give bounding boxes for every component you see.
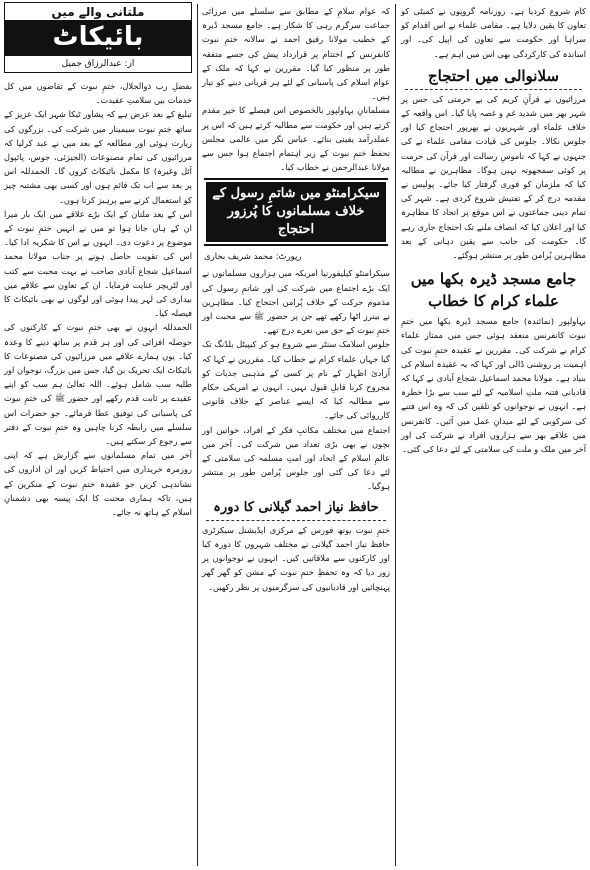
right-paragraph-2: مرزائیوں نے قرآنِ کریم کی بے حرمتی کی جس پر شہر بھر میں شدید غم و غصہ پایا گیا۔ اس واقعہ کے خلاف علماء اور شہریوں نے بھرپور احتجاج کیا اور جلوس نکالا۔ جلوس کی قیادت مقامی علماء نے کی جنہوں نے کہا کہ ناموسِ رسالت اور قرآن کی حرمت پر کوئی سمجھوتہ نہیں ہوگا۔ مظاہرین نے مطالبہ کیا کہ ملزمان کو فوری گرفتار کیا جائے۔ پولیس نے مقدمہ درج کر کے تفتیش شروع کردی ہے۔ شہر کی تمام دینی جماعتوں نے اس موقع پر اتحاد کا مظاہرہ کیا اور اعلان کیا کہ انصاف ملنے تک احتجاج جاری رہے گا۔ حکومت کی جانب سے یقین دہانی کے بعد مظاہرین پُرامن طور پر منتشر ہوگئے۔ [401, 93, 586, 261]
heading-ulema-address: علماء کرام کا خطاب [428, 292, 559, 311]
column-divider [395, 4, 396, 866]
left-paragraph-2: تبلیغ کے بعد عرض ہے کہ پشاور ٹیکا شہر ایک عزیز کے ساتھ ختمِ نبوت سیمینار میں شرکت کی۔ بزرگوں کی زیارت ہوئی اور مطالعہ کے بعد میں نے عبد کرلیا کہ مرزائیوں کی تمام مصنوعات (الجیزئی، جوس، پائپول آئل وغیرہ) کا مکمل بائیکاٹ کروں گا۔ الحمدللہ اس پر بعد سے اب تک قائم ہوں اور کسی بھی مشتبہ چیز کو استعمال کرنے سے پرہیز کرتا ہوں۔ [4, 109, 192, 205]
left-paragraph-4: الحمدللہ انہوں نے بھی ختمِ نبوت کے کارکنوں کی حوصلہ افزائی کی اور ہر قدم پر ساتھ دینے کا وعدہ کیا۔ یوں ہمارے علاقے میں مرزائیوں کی مصنوعات کا بائیکاٹ ایک تحریک بن گیا، جس میں بزرگ، نوجوان اور طلبہ سب شامل ہوئے۔ اللہ تعالیٰ ہم سب کو اپنے عقیدے پر ثابت قدم رکھے اور حضور ﷺ کی ختمِ نبوت کی پاسبانی کی توفیق عطا فرمائے۔ جو حضرات اس سلسلے میں رابطہ کرنا چاہیں وہ ختمِ نبوت کے دفتر سے رجوع کر سکتے ہیں۔ [4, 322, 192, 447]
subheading-underline [206, 520, 386, 521]
column-divider [197, 4, 198, 866]
sacramento-headline: سیکرامنٹو میں شاتمِ رسول کے خلاف مسلمانوں کا پُرزور احتجاج [206, 182, 386, 242]
heading-gilani-tour: حافظ نیاز احمد گیلانی کا دورہ [213, 499, 379, 515]
middle-paragraph-5: اجتماع میں مختلف مکاتبِ فکر کے افراد، خواتین اور بچوں نے بھی بڑی تعداد میں شرکت کی۔ آخر میں عالمِ اسلام کے اتحاد اور امتِ مسلمہ کی سلامتی کے لئے دعا کی گئی اور جلوس پُرامن طور پر منتشر ہوگیا۔ [202, 424, 390, 492]
left-paragraph-3: اس کے بعد ملتان کے ایک بڑے علاقے میں ایک بار میرا ان کے ہاں جانا ہوا تو میں نے انہیں ختمِ نبوت کے موضوع پر دعوت دی۔ انہوں نے اس کا شکریہ ادا کیا۔ اس کی تقویت حاصل ہونے پر جناب مولانا محمد اسماعیل شجاع آبادی صاحب نے بہت محبت سے کتب اور لٹریچر عنایت فرمایا۔ ان کے تعاون سے علاقے میں بیداری کی لہر پیدا ہوئی اور لوگوں نے بھی بائیکاٹ کا فیصلہ کیا۔ [4, 208, 192, 319]
banner-title: بائیکاٹ [5, 20, 191, 56]
left-paragraph-1: بفضلِ رب ذوالجلال، ختمِ نبوت کے تقاضوں میں کل خدمات بیں سلامتِ عقیدت۔ [4, 81, 192, 106]
banner-kicker: ملتانی والے میں [51, 5, 145, 19]
heading-protest: سلانوالی میں احتجاج [427, 66, 559, 85]
right-paragraph-3: بہاولپور (نمائندہ) جامع مسجد ڈیرہ بکھا میں ختمِ نبوت کانفرنس منعقد ہوئی جس میں ممتاز علماء کرام نے شرکت کی۔ مقررین نے عقیدہ ختمِ نبوت کی اہمیت پر روشنی ڈالی اور کہا کہ یہ عقیدہ اسلام کی بنیاد ہے۔ مولانا محمد اسماعیل شجاع آبادی نے کہا کہ قادیانی فتنہ ملتِ اسلامیہ کے لئے سب سے بڑا خطرہ ہے۔ انہوں نے نوجوانوں کو تلقین کی کہ وہ اس فتنے کی سرکوبی کے لئے میدانِ عمل میں آئیں۔ کانفرنس میں علاقے بھر سے ہزاروں افراد نے شرکت کی اور آخر میں ملک و ملت کی سلامتی کے لئے دعا کی گئی۔ [401, 316, 586, 455]
sacramento-headline-box [204, 178, 388, 246]
right-paragraph-1: کام شروع کردیا ہے۔ روزنامہ گروپوں نے کمیٹی کو تعاون کا یقین دلایا ہے۔ مقامی علماء نے اس اقدام کو سراہا اور حکومت سے تعاون کی اپیل کی۔ اور اساتذہ کی کارکردگی بھی اس میں اہم ہے۔ [401, 6, 586, 59]
middle-column [198, 0, 394, 870]
middle-paragraph-1: کہ عوام سلامِ کے مطابق سے سلسلے میں مرزائی جماعت سرگرم رہی کا شکار ہے۔ جامع مسجد ڈیرہ کے خطیب مولانا رفیق احمد نے سالانہ ختمِ نبوت کانفرنس کے اختتام پر قرارداد پیش کی جسے متفقہ طور پر منظور کیا گیا۔ مقررین نے کہا کہ ملک کے عوام اسلام کی پاسبانی کے لئے ہر قربانی دینے کو تیار ہیں۔ [202, 6, 390, 102]
middle-paragraph-4: جلوس اسلامک سنٹر سے شروع ہو کر کیپیٹل بلڈنگ تک گیا جہاں علماء کرام نے خطاب کیا۔ مقررین نے کہا کہ آزادیٔ اظہار کے نام پر کسی کے مذہبی جذبات کو مجروح کرنا قابلِ قبول نہیں۔ انہوں نے امریکی حکام سے مطالبہ کیا کہ ایسے عناصر کے خلاف قانونی کارروائی کی جائے۔ [202, 339, 390, 421]
heading-dera-bakha: جامع مسجد ڈیرہ بکھا میں [410, 270, 577, 289]
middle-paragraph-3: سیکرامنٹو کیلیفورنیا امریکہ میں ہزاروں مسلمانوں نے ایک بڑے اجتماع میں شرکت کی اور شاتمِ رسول کی مذموم حرکت کے خلاف پُرامن احتجاج کیا۔ مظاہرین نے بینرز اٹھا رکھے تھے جن پر حضور ﷺ سے محبت اور ختمِ نبوت کے حق میں نعرے درج تھے۔ [202, 268, 390, 336]
right-column [397, 0, 590, 870]
report-credit: رپورٹ: محمد شریف بخاری [204, 252, 302, 263]
middle-paragraph-2: مسلمانانِ بہاولپور بالخصوص اس فیصلے کا خیر مقدم کرتے ہیں اور حکومت سے مطالبہ کرتے ہیں کہ اس پر عملدرآمد یقینی بنائے۔ عباس نگر میں عالمی مجلس تحفظ ختمِ نبوت کے زیر اہتمام اجتماع ہوا جس سے مولانا عبدالرحمن نے خطاب کیا۔ [202, 105, 390, 173]
left-paragraph-5: آخر میں تمام مسلمانوں سے گزارش ہے کہ اپنی روزمرہ خریداری میں احتیاط کریں اور ان اداروں کی نشاندہی کریں جو عقیدہ ختمِ نبوت کے منکرین کے ہیں، تاکہ ہماری محنت کا ایک پیسہ بھی دشمنانِ اسلام کے ہاتھ نہ جائے۔ [4, 450, 192, 518]
left-column [0, 0, 196, 870]
heading-underline [405, 89, 582, 90]
byline: از: عبدالرزاق جمیل [61, 59, 135, 69]
middle-paragraph-6: ختمِ نبوت یوتھ فورس کے مرکزی ایڈیشنل سیکرٹری حافظ نیاز احمد گیلانی نے مختلف شہروں کا دورہ کیا اور کارکنوں سے ملاقاتیں کیں۔ انہوں نے نوجوانوں پر زور دیا کہ وہ تحفظِ ختمِ نبوت کے مشن کو گھر گھر پہنچائیں اور قادیانیوں کی سرگرمیوں پر نظر رکھیں۔ [202, 524, 390, 592]
boycott-banner [4, 2, 192, 73]
